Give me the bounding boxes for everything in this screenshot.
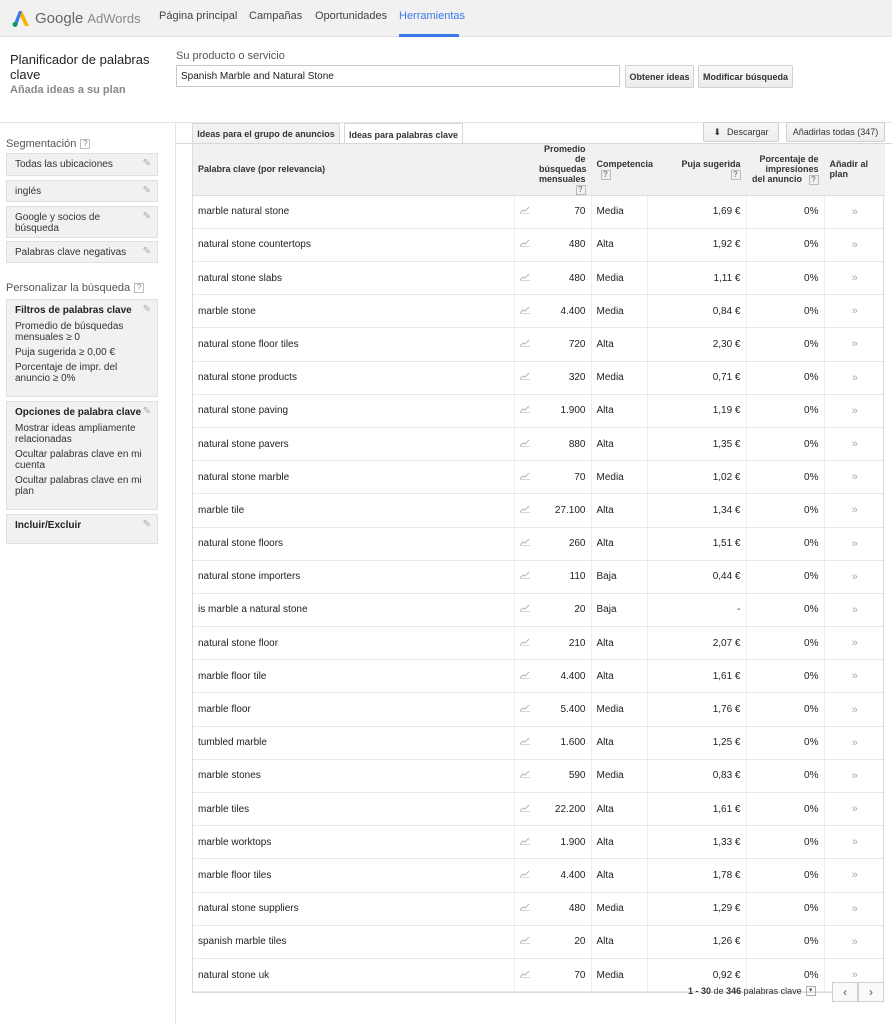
table-row (193, 859, 885, 892)
trend-chart-icon[interactable] (514, 793, 534, 826)
keyword-cell: natural stone floors (193, 527, 514, 560)
trend-chart-icon[interactable] (514, 461, 534, 494)
table-row (193, 892, 885, 925)
impression-share-cell: 0% (746, 793, 824, 826)
table-row (193, 427, 885, 460)
segment-language[interactable] (6, 180, 158, 202)
add-to-plan-icon[interactable]: » (824, 958, 885, 991)
table-row (193, 925, 885, 958)
bid-cell: 1,76 € (647, 693, 746, 726)
option-line: Mostrar ideas ampliamente relacionadas (15, 423, 136, 445)
table-row (193, 262, 885, 295)
add-to-plan-icon[interactable]: » (824, 262, 885, 295)
add-to-plan-icon[interactable]: » (824, 593, 885, 626)
impression-share-cell: 0% (746, 228, 824, 261)
customize-heading (6, 282, 144, 294)
add-to-plan-icon[interactable]: » (824, 494, 885, 527)
header-share-text: Porcentaje de impresiones del anuncio (751, 154, 819, 184)
table-row (193, 195, 885, 228)
keyword-cell: natural stone paving (193, 394, 514, 427)
add-ideas-subtitle: Añada ideas a su plan (10, 84, 126, 96)
impression-share-cell: 0% (746, 759, 824, 792)
impression-share-cell: 0% (746, 328, 824, 361)
competition-cell: Alta (591, 328, 647, 361)
keyword-cell: natural stone countertops (193, 228, 514, 261)
volume-cell: 320 (534, 361, 591, 394)
bid-cell: 1,61 € (647, 793, 746, 826)
segment-label: Google y socios de búsqueda (15, 212, 101, 234)
keyword-cell: natural stone products (193, 361, 514, 394)
competition-cell: Alta (591, 826, 647, 859)
pagination-unit: palabras clave (743, 986, 802, 996)
impression-share-cell: 0% (746, 262, 824, 295)
table-row (193, 361, 885, 394)
pencil-icon[interactable]: ✎ (142, 246, 151, 257)
page-title: Planificador de palabras clave (10, 52, 150, 82)
impression-share-cell: 0% (746, 593, 824, 626)
help-icon[interactable]: ? (809, 175, 819, 185)
include-exclude-box[interactable] (6, 514, 158, 544)
table-row (193, 494, 885, 527)
keyword-cell: marble worktops (193, 826, 514, 859)
segment-locations[interactable] (6, 153, 158, 176)
option-line: Ocultar palabras clave en mi plan (15, 475, 142, 497)
competition-cell: Alta (591, 925, 647, 958)
bid-cell: 1,61 € (647, 660, 746, 693)
add-to-plan-icon[interactable]: » (824, 892, 885, 925)
help-icon[interactable]: ? (80, 139, 90, 149)
table-row (193, 328, 885, 361)
trend-chart-icon[interactable] (514, 361, 534, 394)
competition-cell: Media (591, 693, 647, 726)
table-row (193, 560, 885, 593)
bid-cell: 1,11 € (647, 262, 746, 295)
impression-share-cell: 0% (746, 195, 824, 228)
trend-chart-icon[interactable] (514, 627, 534, 660)
pagination-total: 346 (726, 986, 742, 996)
keyword-cell: marble stones (193, 759, 514, 792)
competition-cell: Alta (591, 494, 647, 527)
segmentation-heading-text: Segmentación (6, 138, 77, 150)
nav-campaigns[interactable]: Campañas (249, 10, 303, 22)
pencil-icon[interactable]: ✎ (142, 158, 151, 169)
impression-share-cell: 0% (746, 892, 824, 925)
product-input[interactable] (176, 65, 620, 87)
competition-cell: Alta (591, 427, 647, 460)
trend-chart-icon[interactable] (514, 593, 534, 626)
volume-cell: 590 (534, 759, 591, 792)
volume-cell: 20 (534, 593, 591, 626)
previous-page-button[interactable] (832, 982, 858, 1002)
add-to-plan-icon[interactable]: » (824, 295, 885, 328)
keyword-filters-box[interactable] (6, 299, 158, 397)
competition-cell: Alta (591, 627, 647, 660)
bid-cell: 0,83 € (647, 759, 746, 792)
competition-cell: Baja (591, 593, 647, 626)
volume-cell: 1.600 (534, 726, 591, 759)
option-line: Ocultar palabras clave en mi cuenta (15, 449, 142, 471)
table-row (193, 826, 885, 859)
keyword-cell: is marble a natural stone (193, 593, 514, 626)
add-all-button[interactable]: Añadirlas todas (347) (786, 122, 885, 142)
segment-label: inglés (15, 186, 42, 197)
header-volume[interactable] (534, 144, 591, 195)
volume-cell: 4.400 (534, 295, 591, 328)
competition-cell: Media (591, 759, 647, 792)
trend-chart-icon[interactable] (514, 394, 534, 427)
table-row (193, 726, 885, 759)
trend-chart-icon[interactable] (514, 427, 534, 460)
competition-cell: Media (591, 958, 647, 991)
impression-share-cell: 0% (746, 560, 824, 593)
tab-keyword-ideas[interactable]: Ideas para palabras clave (344, 123, 463, 145)
volume-cell: 27.100 (534, 494, 591, 527)
header-suggested-bid[interactable] (647, 144, 746, 195)
next-page-button[interactable] (858, 982, 884, 1002)
trend-chart-icon[interactable] (514, 295, 534, 328)
impression-share-cell: 0% (746, 295, 824, 328)
trend-chart-icon[interactable] (514, 726, 534, 759)
keyword-cell: natural stone floor (193, 627, 514, 660)
keyword-ideas-table (192, 144, 884, 993)
competition-cell: Media (591, 295, 647, 328)
impression-share-cell: 0% (746, 527, 824, 560)
header-volume-text: Promedio de búsquedas mensuales (539, 144, 587, 184)
trend-chart-icon[interactable] (514, 328, 534, 361)
trend-chart-icon[interactable] (514, 195, 534, 228)
header-trend (514, 144, 534, 195)
tab-ad-group-ideas[interactable]: Ideas para el grupo de anuncios (192, 123, 340, 144)
impression-share-cell: 0% (746, 958, 824, 991)
volume-cell: 1.900 (534, 826, 591, 859)
add-to-plan-icon[interactable]: » (824, 361, 885, 394)
trend-chart-icon[interactable] (514, 527, 534, 560)
trend-chart-icon[interactable] (514, 826, 534, 859)
add-to-plan-icon[interactable]: » (824, 793, 885, 826)
volume-cell: 880 (534, 427, 591, 460)
competition-cell: Media (591, 361, 647, 394)
download-label: Descargar (727, 127, 769, 137)
segmentation-heading (6, 138, 90, 150)
bid-cell: 1,51 € (647, 527, 746, 560)
adwords-logo[interactable] (11, 6, 141, 30)
competition-cell: Alta (591, 527, 647, 560)
trend-chart-icon[interactable] (514, 228, 534, 261)
segment-label: Palabras clave negativas (15, 247, 127, 258)
competition-cell: Alta (591, 793, 647, 826)
impression-share-cell: 0% (746, 859, 824, 892)
trend-chart-icon[interactable] (514, 262, 534, 295)
keyword-cell: marble natural stone (193, 195, 514, 228)
segment-label: Todas las ubicaciones (15, 159, 113, 170)
pencil-icon[interactable]: ✎ (142, 304, 151, 315)
competition-cell: Alta (591, 726, 647, 759)
keyword-filters-title: Filtros de palabras clave (15, 305, 132, 316)
bid-cell: 1,92 € (647, 228, 746, 261)
add-to-plan-icon[interactable]: » (824, 660, 885, 693)
volume-cell: 480 (534, 262, 591, 295)
add-to-plan-icon[interactable]: » (824, 527, 885, 560)
table-row (193, 295, 885, 328)
bid-cell: 1,69 € (647, 195, 746, 228)
header-competition[interactable] (591, 144, 654, 195)
keyword-cell: marble floor tiles (193, 859, 514, 892)
segment-network[interactable] (6, 206, 158, 238)
impression-share-cell: 0% (746, 925, 824, 958)
competition-cell: Media (591, 461, 647, 494)
volume-cell: 20 (534, 925, 591, 958)
volume-cell: 480 (534, 892, 591, 925)
pencil-icon[interactable]: ✎ (142, 185, 151, 196)
table-row (193, 759, 885, 792)
trend-chart-icon[interactable] (514, 693, 534, 726)
volume-cell: 1.900 (534, 394, 591, 427)
table-row (193, 593, 885, 626)
bid-cell: 1,02 € (647, 461, 746, 494)
add-to-plan-icon[interactable]: » (824, 228, 885, 261)
impression-share-cell: 0% (746, 726, 824, 759)
planner-header (0, 37, 892, 123)
add-to-plan-icon[interactable]: » (824, 427, 885, 460)
bid-cell: 0,84 € (647, 295, 746, 328)
add-to-plan-icon[interactable]: » (824, 195, 885, 228)
table-row (193, 527, 885, 560)
bid-cell: 1,33 € (647, 826, 746, 859)
nav-opportunities[interactable]: Oportunidades (315, 10, 388, 22)
sidebar (0, 123, 176, 1024)
impression-share-cell: 0% (746, 826, 824, 859)
add-to-plan-icon[interactable]: » (824, 560, 885, 593)
chevron-right-icon: › (869, 985, 873, 999)
download-icon: ⬇ (713, 126, 722, 137)
include-exclude-title: Incluir/Excluir (15, 520, 82, 531)
keyword-cell: natural stone floor tiles (193, 328, 514, 361)
trend-chart-icon[interactable] (514, 494, 534, 527)
customize-heading-text: Personalizar la búsqueda (6, 282, 131, 294)
help-icon[interactable]: ? (134, 283, 144, 293)
help-icon[interactable]: ? (601, 170, 611, 180)
trend-chart-icon[interactable] (514, 925, 534, 958)
add-to-plan-icon[interactable]: » (824, 394, 885, 427)
header-bid-text: Puja sugerida (681, 159, 741, 169)
trend-chart-icon[interactable] (514, 560, 534, 593)
keyword-cell: spanish marble tiles (193, 925, 514, 958)
keyword-cell: natural stone importers (193, 560, 514, 593)
competition-cell: Alta (591, 228, 647, 261)
pagination (688, 986, 816, 996)
pencil-icon[interactable]: ✎ (142, 211, 151, 222)
volume-cell: 110 (534, 560, 591, 593)
impression-share-cell: 0% (746, 361, 824, 394)
add-to-plan-icon[interactable]: » (824, 925, 885, 958)
segment-negative-keywords[interactable] (6, 241, 158, 263)
trend-chart-icon[interactable] (514, 958, 534, 991)
impression-share-cell: 0% (746, 394, 824, 427)
volume-cell: 260 (534, 527, 591, 560)
bid-cell: 0,92 € (647, 958, 746, 991)
table-row (193, 627, 885, 660)
trend-chart-icon[interactable] (514, 759, 534, 792)
competition-cell: Media (591, 892, 647, 925)
keyword-cell: marble stone (193, 295, 514, 328)
keyword-cell: natural stone uk (193, 958, 514, 991)
keyword-cell: marble tile (193, 494, 514, 527)
volume-cell: 480 (534, 228, 591, 261)
pencil-icon[interactable]: ✎ (142, 519, 151, 530)
filter-line: Puja sugerida ≥ 0,00 € (15, 347, 115, 358)
help-icon[interactable]: ? (731, 170, 741, 180)
impression-share-cell: 0% (746, 693, 824, 726)
filter-line: Porcentaje de impr. del anuncio ≥ 0% (15, 362, 118, 384)
competition-cell: Alta (591, 394, 647, 427)
top-navigation-bar (0, 0, 892, 37)
add-to-plan-icon[interactable]: » (824, 461, 885, 494)
bid-cell: 1,29 € (647, 892, 746, 925)
add-to-plan-icon[interactable]: » (824, 328, 885, 361)
add-to-plan-icon[interactable]: » (824, 693, 885, 726)
competition-cell: Media (591, 195, 647, 228)
add-to-plan-icon[interactable]: » (824, 826, 885, 859)
logo-adwords-text: AdWords (87, 10, 141, 26)
bid-cell: 2,07 € (647, 627, 746, 660)
add-to-plan-icon[interactable]: » (824, 759, 885, 792)
bid-cell: 1,19 € (647, 394, 746, 427)
volume-cell: 70 (534, 461, 591, 494)
volume-cell: 210 (534, 627, 591, 660)
header-keyword[interactable]: Palabra clave (por relevancia) (193, 144, 514, 195)
keyword-options-box[interactable] (6, 401, 158, 510)
keyword-cell: natural stone suppliers (193, 892, 514, 925)
bid-cell: 1,78 € (647, 859, 746, 892)
bid-cell: - (647, 593, 746, 626)
download-button[interactable] (703, 122, 779, 142)
bid-cell: 1,25 € (647, 726, 746, 759)
header-impression-share[interactable] (746, 144, 824, 195)
volume-cell: 5.400 (534, 693, 591, 726)
chevron-left-icon: ‹ (843, 985, 847, 999)
nav-home[interactable]: Página principal (159, 10, 238, 22)
keyword-cell: marble tiles (193, 793, 514, 826)
impression-share-cell: 0% (746, 461, 824, 494)
keyword-cell: marble floor (193, 693, 514, 726)
table-row (193, 793, 885, 826)
keyword-options-title: Opciones de palabra clave (15, 407, 142, 418)
table-body (193, 195, 885, 992)
table-row (193, 693, 885, 726)
pagination-of: de (713, 986, 724, 996)
keyword-cell: natural stone pavers (193, 427, 514, 460)
rows-per-page-dropdown-icon[interactable]: ▾ (806, 986, 816, 996)
keyword-cell: tumbled marble (193, 726, 514, 759)
pagination-range: 1 - 30 (688, 986, 712, 996)
bid-cell: 2,30 € (647, 328, 746, 361)
competition-cell: Alta (591, 660, 647, 693)
add-to-plan-icon[interactable]: » (824, 726, 885, 759)
add-to-plan-icon[interactable]: » (824, 627, 885, 660)
impression-share-cell: 0% (746, 627, 824, 660)
trend-chart-icon[interactable] (514, 660, 534, 693)
nav-tools[interactable]: Herramientas (399, 10, 466, 22)
table-row (193, 461, 885, 494)
keyword-cell: natural stone slabs (193, 262, 514, 295)
trend-chart-icon[interactable] (514, 892, 534, 925)
pencil-icon[interactable]: ✎ (142, 406, 151, 417)
competition-cell: Baja (591, 560, 647, 593)
header-add-to-plan: Añadir al plan (824, 144, 885, 195)
impression-share-cell: 0% (746, 660, 824, 693)
bid-cell: 0,44 € (647, 560, 746, 593)
volume-cell: 70 (534, 958, 591, 991)
header-competition-text: Competencia (596, 159, 654, 169)
competition-cell: Alta (591, 859, 647, 892)
bid-cell: 1,35 € (647, 427, 746, 460)
bid-cell: 1,26 € (647, 925, 746, 958)
table-row (193, 228, 885, 261)
modify-search-button[interactable]: Modificar búsqueda (698, 65, 793, 88)
table-header-row (193, 144, 885, 195)
bid-cell: 0,71 € (647, 361, 746, 394)
help-icon[interactable]: ? (576, 185, 586, 195)
trend-chart-icon[interactable] (514, 859, 534, 892)
impression-share-cell: 0% (746, 427, 824, 460)
logo-google-text: Google (35, 9, 84, 27)
product-label: Su producto o servicio (176, 50, 285, 62)
table-row (193, 394, 885, 427)
volume-cell: 22.200 (534, 793, 591, 826)
volume-cell: 4.400 (534, 859, 591, 892)
table-row (193, 660, 885, 693)
adwords-logo-icon (11, 8, 31, 28)
keyword-cell: natural stone marble (193, 461, 514, 494)
keyword-cell: marble floor tile (193, 660, 514, 693)
get-ideas-button[interactable]: Obtener ideas (625, 65, 694, 88)
filter-line: Promedio de búsquedas mensuales ≥ 0 (15, 321, 124, 343)
volume-cell: 720 (534, 328, 591, 361)
bid-cell: 1,34 € (647, 494, 746, 527)
volume-cell: 4.400 (534, 660, 591, 693)
add-to-plan-icon[interactable]: » (824, 859, 885, 892)
volume-cell: 70 (534, 195, 591, 228)
competition-cell: Media (591, 262, 647, 295)
impression-share-cell: 0% (746, 494, 824, 527)
